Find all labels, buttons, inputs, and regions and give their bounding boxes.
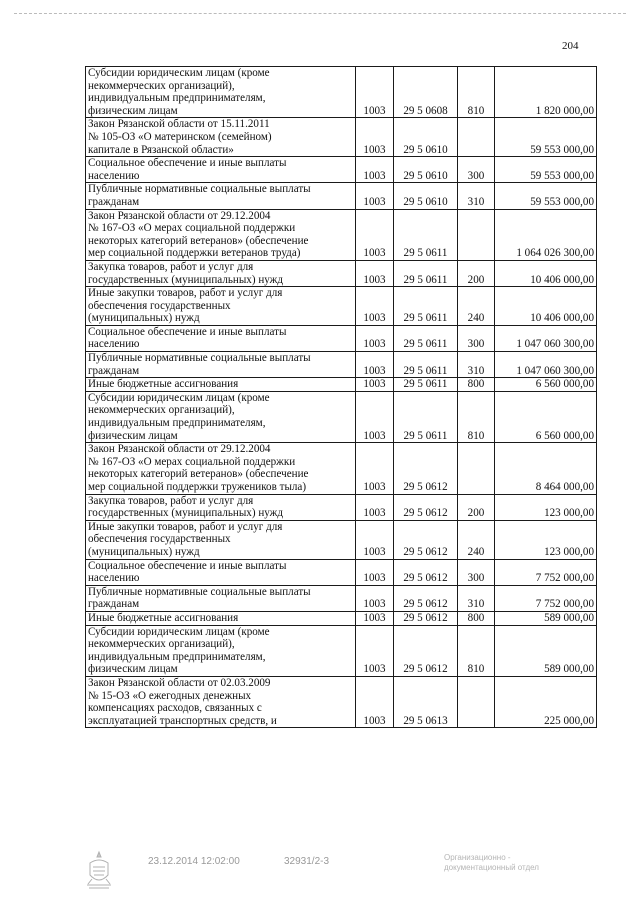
- cell-expense-kind: 810: [458, 391, 495, 442]
- cell-section-code: 1003: [356, 520, 394, 559]
- cell-target-article: 29 5 0610: [394, 118, 458, 157]
- cell-target-article: 29 5 0612: [394, 611, 458, 625]
- table-row: [86, 520, 597, 559]
- cell-amount: 123 000,00: [495, 520, 597, 559]
- cell-section-code: 1003: [356, 352, 394, 378]
- cell-amount: 123 000,00: [495, 494, 597, 520]
- table-row: [86, 676, 597, 727]
- row-name-text: Закупка товаров, работ и услуг для государственных (муниципальных) нужд: [88, 260, 283, 286]
- cell-expense-kind: 240: [458, 287, 495, 326]
- cell-section-code: 1003: [356, 260, 394, 286]
- cell-name: [86, 520, 356, 559]
- table-row: [86, 183, 597, 209]
- cell-name: [86, 325, 356, 351]
- cell-name: [86, 585, 356, 611]
- cell-target-article: 29 5 0611: [394, 391, 458, 442]
- cell-section-code: 1003: [356, 157, 394, 183]
- table-row: [86, 209, 597, 260]
- cell-amount: 1 820 000,00: [495, 67, 597, 118]
- cell-amount: 10 406 000,00: [495, 260, 597, 286]
- cell-name: [86, 443, 356, 494]
- cell-amount: 8 464 000,00: [495, 443, 597, 494]
- row-name-text: Социальное обеспечение и иные выплаты населению: [88, 559, 287, 585]
- cell-section-code: 1003: [356, 443, 394, 494]
- cell-section-code: 1003: [356, 611, 394, 625]
- table-row: [86, 325, 597, 351]
- cell-name: [86, 183, 356, 209]
- cell-expense-kind: 300: [458, 559, 495, 585]
- table-row: [86, 625, 597, 676]
- cell-section-code: 1003: [356, 325, 394, 351]
- row-name-text: Иные закупки товаров, работ и услуг для обеспечения государственных (муниципальных) нужд: [88, 287, 283, 325]
- cell-section-code: 1003: [356, 67, 394, 118]
- coat-of-arms-icon: [84, 849, 114, 889]
- cell-expense-kind: 800: [458, 378, 495, 392]
- footer-department-stamp: [444, 853, 564, 873]
- row-name-text: Социальное обеспечение и иные выплаты населению: [88, 157, 287, 182]
- table-row: [86, 611, 597, 625]
- cell-name: [86, 676, 356, 727]
- cell-target-article: 29 5 0612: [394, 559, 458, 585]
- row-name-text: Иные закупки товаров, работ и услуг для обеспечения государственных (муниципальных) нужд: [88, 520, 283, 558]
- cell-amount: 59 553 000,00: [495, 183, 597, 209]
- budget-table-body: [86, 67, 597, 728]
- cell-amount: 589 000,00: [495, 611, 597, 625]
- table-row: [86, 67, 597, 118]
- cell-expense-kind: 200: [458, 494, 495, 520]
- cell-amount: 6 560 000,00: [495, 378, 597, 392]
- table-row: [86, 378, 597, 392]
- cell-expense-kind: [458, 676, 495, 727]
- table-row: [86, 585, 597, 611]
- cell-amount: 10 406 000,00: [495, 287, 597, 326]
- cell-expense-kind: 240: [458, 520, 495, 559]
- cell-expense-kind: 300: [458, 325, 495, 351]
- cell-expense-kind: 810: [458, 67, 495, 118]
- cell-target-article: 29 5 0610: [394, 183, 458, 209]
- cell-expense-kind: 200: [458, 260, 495, 286]
- cell-amount: 1 047 060 300,00: [495, 352, 597, 378]
- footer-stamp-line-2: документационный отдел: [444, 863, 539, 872]
- cell-amount: 59 553 000,00: [495, 118, 597, 157]
- footer-document-code: 32931/2-3: [284, 856, 330, 867]
- cell-target-article: 29 5 0612: [394, 494, 458, 520]
- cell-name: [86, 494, 356, 520]
- top-scan-rule: [14, 13, 626, 14]
- cell-amount: 7 752 000,00: [495, 585, 597, 611]
- page-number: 204: [562, 40, 579, 52]
- cell-name: [86, 287, 356, 326]
- cell-target-article: 29 5 0611: [394, 325, 458, 351]
- cell-name: [86, 209, 356, 260]
- cell-amount: 59 553 000,00: [495, 157, 597, 183]
- budget-table: [85, 66, 597, 728]
- cell-target-article: 29 5 0612: [394, 520, 458, 559]
- table-row: [86, 118, 597, 157]
- cell-target-article: 29 5 0611: [394, 287, 458, 326]
- cell-name: [86, 559, 356, 585]
- table-row: [86, 157, 597, 183]
- table-row: [86, 287, 597, 326]
- cell-name: [86, 260, 356, 286]
- cell-section-code: 1003: [356, 378, 394, 392]
- footer-datetime: 23.12.2014 12:02:00: [148, 856, 240, 867]
- table-row: [86, 391, 597, 442]
- cell-expense-kind: 810: [458, 625, 495, 676]
- cell-expense-kind: 310: [458, 585, 495, 611]
- row-name-text: Социальное обеспечение и иные выплаты населению: [88, 325, 287, 351]
- table-row: [86, 443, 597, 494]
- cell-expense-kind: 310: [458, 183, 495, 209]
- cell-name: [86, 67, 356, 118]
- cell-target-article: 29 5 0611: [394, 352, 458, 378]
- cell-expense-kind: [458, 443, 495, 494]
- cell-section-code: 1003: [356, 391, 394, 442]
- cell-name: [86, 157, 356, 183]
- cell-target-article: 29 5 0612: [394, 443, 458, 494]
- cell-amount: 7 752 000,00: [495, 559, 597, 585]
- cell-amount: 6 560 000,00: [495, 391, 597, 442]
- row-name-text: Иные бюджетные ассигнования: [88, 378, 239, 391]
- cell-section-code: 1003: [356, 676, 394, 727]
- cell-amount: 1 047 060 300,00: [495, 325, 597, 351]
- table-row: [86, 352, 597, 378]
- table-row: [86, 260, 597, 286]
- cell-target-article: 29 5 0610: [394, 157, 458, 183]
- row-name-text: Публичные нормативные социальные выплаты гражданам: [88, 352, 311, 377]
- row-name-text: Субсидии юридическим лицам (кроме некоммерческих организаций), индивидуальным предпринимателям, физическим лицам: [88, 625, 270, 676]
- cell-target-article: 29 5 0611: [394, 209, 458, 260]
- cell-target-article: 29 5 0608: [394, 67, 458, 118]
- row-name-text: Закон Рязанской области от 29.12.2004 № 167-ОЗ «О мерах социальной поддержки некоторых категорий ветеранов» (обеспечение мер социальной поддержки тружеников тыла): [88, 443, 309, 493]
- cell-amount: 225 000,00: [495, 676, 597, 727]
- cell-target-article: 29 5 0612: [394, 625, 458, 676]
- row-name-text: Субсидии юридическим лицам (кроме некоммерческих организаций), индивидуальным предпринимателям, физическим лицам: [88, 67, 270, 117]
- cell-section-code: 1003: [356, 183, 394, 209]
- row-name-text: Публичные нормативные социальные выплаты гражданам: [88, 183, 311, 208]
- cell-target-article: 29 5 0611: [394, 378, 458, 392]
- cell-expense-kind: 300: [458, 157, 495, 183]
- cell-expense-kind: [458, 118, 495, 157]
- row-name-text: Иные бюджетные ассигнования: [88, 611, 239, 624]
- cell-section-code: 1003: [356, 494, 394, 520]
- cell-target-article: 29 5 0613: [394, 676, 458, 727]
- row-name-text: Публичные нормативные социальные выплаты гражданам: [88, 585, 311, 611]
- cell-section-code: 1003: [356, 585, 394, 611]
- cell-name: [86, 118, 356, 157]
- cell-section-code: 1003: [356, 625, 394, 676]
- row-name-text: Закон Рязанской области от 15.11.2011 № 105-ОЗ «О материнском (семейном) капитале в Рязанской области»: [88, 118, 272, 156]
- cell-amount: 589 000,00: [495, 625, 597, 676]
- row-name-text: Закупка товаров, работ и услуг для государственных (муниципальных) нужд: [88, 494, 283, 520]
- table-row: [86, 559, 597, 585]
- row-name-text: Закон Рязанской области от 29.12.2004 № 167-ОЗ «О мерах социальной поддержки некоторых категорий ветеранов» (обеспечение мер социальной поддержки ветеранов труда): [88, 209, 309, 260]
- cell-target-article: 29 5 0612: [394, 585, 458, 611]
- cell-section-code: 1003: [356, 118, 394, 157]
- cell-expense-kind: 310: [458, 352, 495, 378]
- row-name-text: Субсидии юридическим лицам (кроме некоммерческих организаций), индивидуальным предпринимателям, физическим лицам: [88, 391, 270, 442]
- table-row: [86, 494, 597, 520]
- cell-expense-kind: [458, 209, 495, 260]
- cell-expense-kind: 800: [458, 611, 495, 625]
- cell-target-article: 29 5 0611: [394, 260, 458, 286]
- cell-name: [86, 391, 356, 442]
- row-name-text: Закон Рязанской области от 02.03.2009 № 15-ОЗ «О ежегодных денежных компенсациях расходов, связанных с эксплуатацией транспортных средств, и: [88, 676, 277, 727]
- cell-amount: 1 064 026 300,00: [495, 209, 597, 260]
- cell-name: [86, 378, 356, 392]
- cell-name: [86, 352, 356, 378]
- cell-section-code: 1003: [356, 559, 394, 585]
- cell-name: [86, 611, 356, 625]
- footer-stamp-line-1: Организационно -: [444, 853, 511, 862]
- cell-name: [86, 625, 356, 676]
- cell-section-code: 1003: [356, 209, 394, 260]
- cell-section-code: 1003: [356, 287, 394, 326]
